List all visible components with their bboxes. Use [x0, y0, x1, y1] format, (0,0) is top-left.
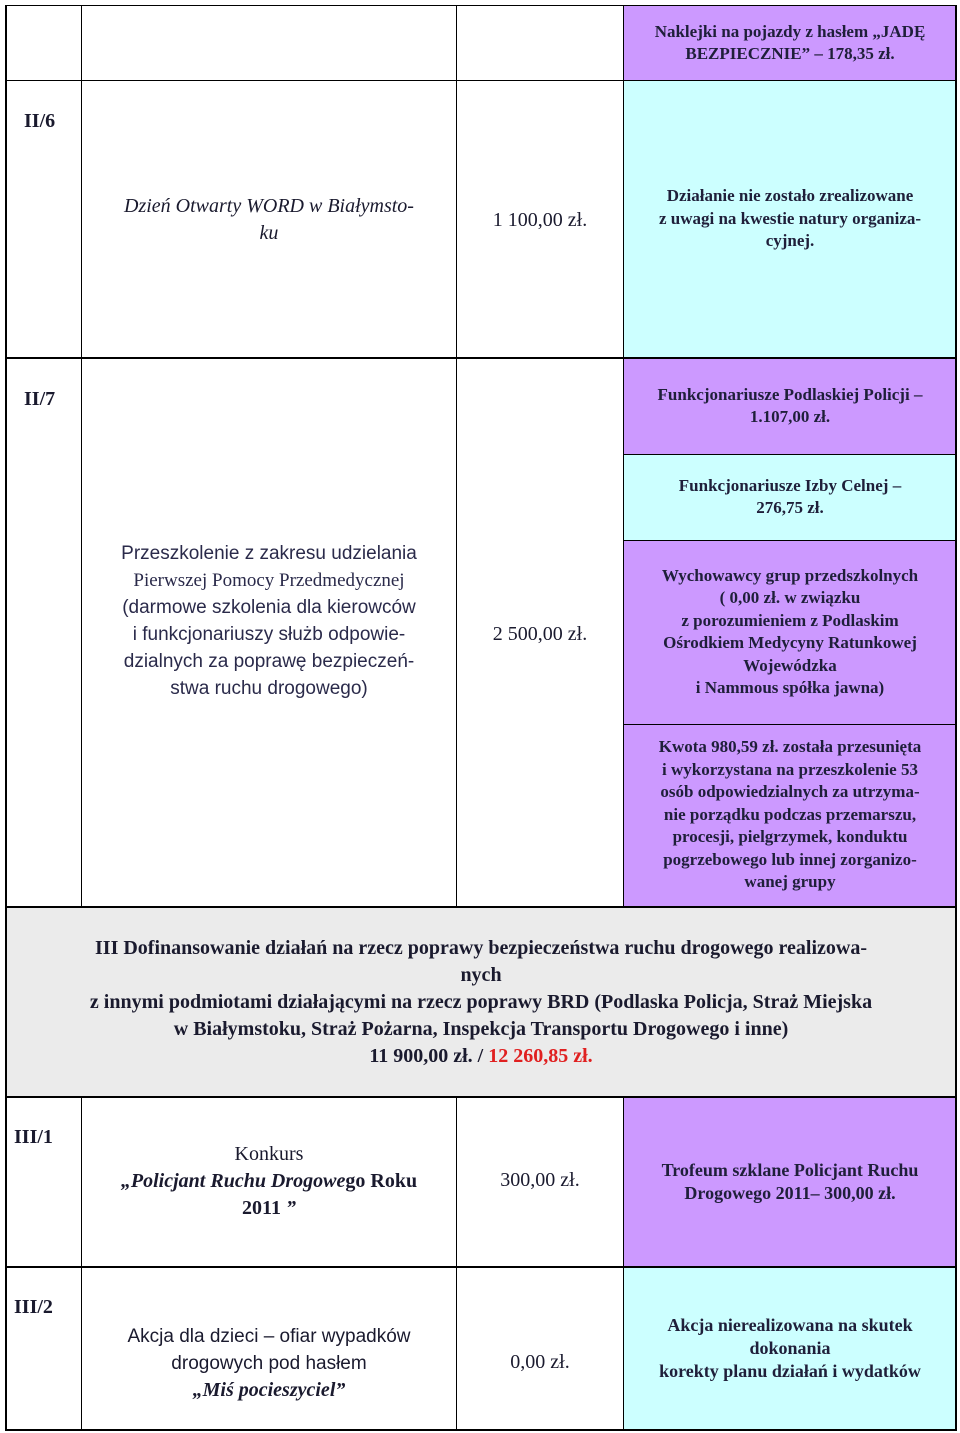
ii7-desc4-line: Kwota 980,59 zł. została przesunięta	[658, 737, 922, 757]
iii1-task-rest: go Roku	[345, 1169, 418, 1192]
iii2-desc-line: korekty planu działań i wydatków	[659, 1360, 921, 1381]
section-iii-totals	[369, 1043, 592, 1070]
iii2-task-line: Akcja dla dzieci – ofiar wypadków	[127, 1325, 411, 1347]
ii7-desc3-line: z porozumieniem z Podlaskim	[681, 610, 899, 630]
ii7-amount: 2 500,00 zł.	[492, 622, 588, 645]
top-desc-line: Naklejki na pojazdy z hasłem „JADĘ	[654, 21, 926, 41]
grid-line	[5, 80, 957, 81]
ii7-desc2-line: Funkcjonariusze Izby Celnej –	[678, 475, 902, 495]
iii2-task	[82, 1318, 456, 1408]
grid-line	[5, 1096, 957, 1098]
row-id-iii2: III/2	[14, 1296, 53, 1318]
ii6-task-line: ku	[259, 222, 279, 244]
ii6-desc-line: cyjnej.	[765, 231, 815, 251]
section-iii-planned: 11 900,00 zł.	[369, 1044, 473, 1067]
iii2-desc-cell	[624, 1267, 956, 1429]
iii1-task-quote: „Policjant Ruchu Drogowe	[120, 1169, 346, 1192]
iii2-task-italic: „Miś pocieszyciel”	[192, 1378, 346, 1401]
grid-line	[5, 1429, 957, 1431]
grid-line	[456, 5, 457, 907]
ii7-desc1-line: 1.107,00 zł.	[749, 407, 831, 426]
ii7-task-line: dzialnych za poprawę bezpieczeń-	[123, 651, 415, 672]
ii7-desc3-line: ( 0,00 zł. w związku	[719, 588, 861, 607]
grid-line	[5, 357, 957, 359]
grid-line	[456, 1097, 457, 1430]
section-iii-line: III Dofinansowanie działań na rzecz poprawy bezpieczeństwa ruchu drogowego realizowa-	[95, 936, 867, 959]
iii1-task-line2	[121, 1168, 417, 1195]
section-iii-line: nych	[460, 963, 502, 986]
ii6-desc-cell	[624, 80, 956, 358]
top-desc-cell	[624, 6, 956, 80]
ii7-desc4-line: osób odpowiedzialnych za utrzyma-	[660, 782, 920, 802]
ii7-desc4-line: procesji, pielgrzymek, konduktu	[672, 827, 908, 847]
iii2-desc-line: Akcja nierealizowana na skutek	[667, 1314, 913, 1335]
row-id-iii1: III/1	[14, 1126, 53, 1148]
ii7-task-line: (darmowe szkolenia dla kierowców	[122, 597, 416, 618]
ii7-desc4-cell	[624, 724, 956, 906]
grid-line	[623, 540, 956, 541]
iii1-desc-line: Trofeum szklane Policjant Ruchu	[661, 1160, 919, 1180]
grid-line	[623, 1097, 624, 1430]
section-iii-header	[6, 907, 956, 1097]
iii1-task	[82, 1136, 456, 1226]
grid-line	[81, 5, 82, 907]
ii7-desc2-line: 276,75 zł.	[756, 498, 824, 517]
grid-line	[623, 724, 956, 725]
grid-line	[5, 1266, 957, 1268]
grid-line	[5, 5, 7, 1430]
grid-line	[955, 5, 957, 1430]
section-iii-line: w Białymstoku, Straż Pożarna, Inspekcja Transportu Drogowego i inne)	[173, 1017, 789, 1040]
grid-line	[81, 1097, 82, 1430]
ii6-desc-line: Działanie nie zostało zrealizowane	[666, 186, 914, 206]
iii1-task-close: ”	[280, 1196, 296, 1219]
ii7-desc3-cell	[624, 540, 956, 724]
top-desc-line: BEZPIECZNIE” – 178,35 zł.	[685, 44, 895, 63]
section-iii-separator: /	[472, 1044, 489, 1067]
ii7-desc4-line: nie porządku podczas przemarszu,	[663, 804, 917, 824]
ii7-task-line: Pierwszej Pomocy Przedmedycznej	[133, 570, 405, 591]
ii7-task	[82, 536, 456, 706]
iii2-task-line: drogowych pod hasłem	[171, 1352, 367, 1374]
iii1-task-year: 2011	[242, 1196, 281, 1219]
iii1-task-line1: Konkurs	[234, 1142, 304, 1165]
grid-line	[5, 906, 957, 908]
ii7-task-line: stwa ruchu drogowego)	[170, 678, 368, 699]
ii7-desc1-cell	[624, 358, 956, 454]
ii6-task-line: Dzień Otwarty WORD w Białymsto-	[124, 195, 414, 217]
ii7-desc4-line: i wykorzystana na przeszkolenie 53	[662, 759, 918, 779]
row-id-ii6: II/6	[24, 110, 56, 132]
ii7-desc2-cell	[624, 454, 956, 540]
ii7-desc4-line: pogrzebowego lub innej zorganizo-	[663, 849, 917, 869]
iii1-task-line3	[242, 1195, 296, 1222]
iii1-amount: 300,00 zł.	[500, 1168, 580, 1191]
section-iii-actual: 12 260,85 zł.	[488, 1044, 593, 1067]
ii7-desc4-line: wanej grupy	[744, 872, 836, 892]
iii2-amount: 0,00 zł.	[510, 1350, 570, 1373]
iii1-desc-line: Drogowego 2011– 300,00 zł.	[684, 1183, 896, 1203]
grid-line	[623, 5, 624, 907]
grid-line	[623, 454, 956, 455]
ii7-desc3-line: Wychowawcy grup przedszkolnych	[661, 565, 919, 585]
ii7-desc3-line: i Nammous spółka jawna)	[695, 678, 885, 697]
ii7-desc3-line: Wojewódzka	[743, 655, 837, 675]
ii6-desc-line: z uwagi na kwestie natury organiza-	[658, 208, 922, 228]
ii6-task	[82, 180, 456, 260]
ii7-desc1-line: Funkcjonariusze Podlaskiej Policji –	[657, 384, 923, 404]
ii7-desc3-line: Ośrodkiem Medycyny Ratunkowej	[663, 633, 917, 652]
ii7-task-line: Przeszkolenie z zakresu udzielania	[121, 543, 417, 564]
section-iii-line: z innymi podmiotami działającymi na rzecz poprawy BRD (Podlaska Policja, Straż Miejska	[89, 990, 873, 1013]
iii2-desc-line: dokonania	[749, 1337, 831, 1358]
iii1-desc-cell	[624, 1098, 956, 1266]
row-id-ii7: II/7	[24, 388, 56, 410]
ii6-amount: 1 100,00 zł.	[492, 208, 588, 231]
ii7-task-line: i funkcjonariuszy służb odpowie-	[132, 624, 406, 645]
grid-line	[5, 5, 957, 6]
